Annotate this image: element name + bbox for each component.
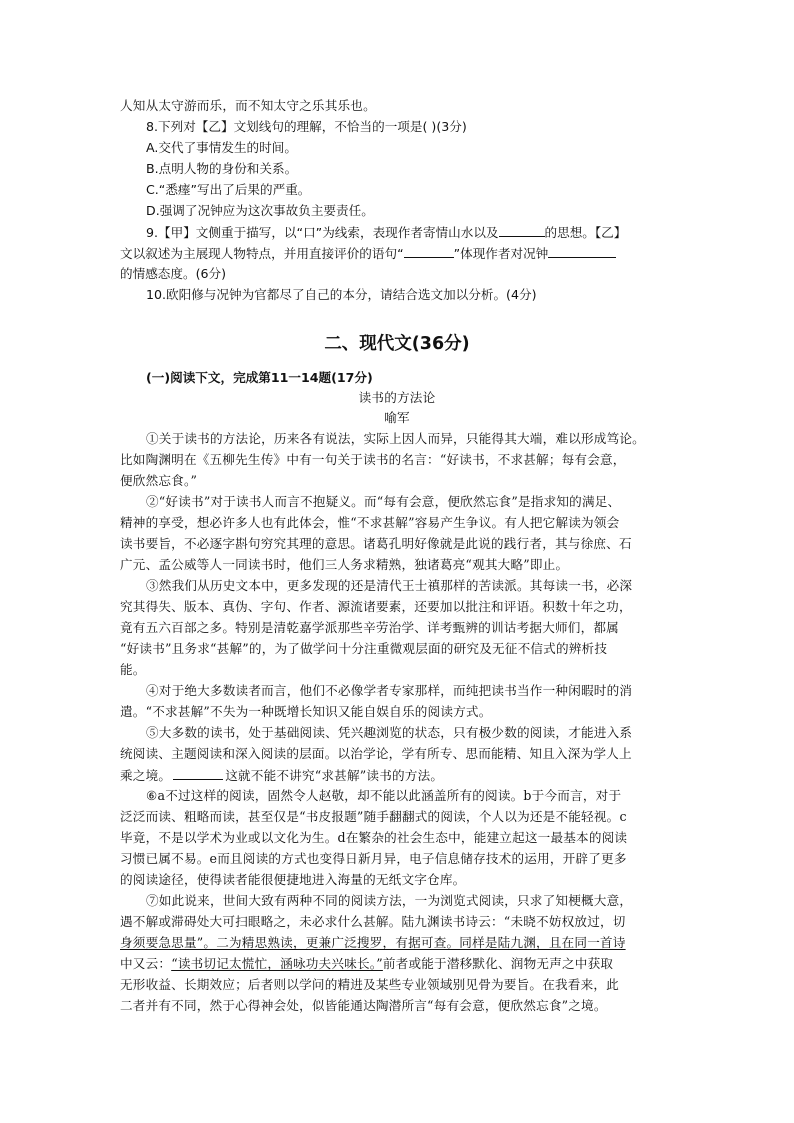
paragraph-3-line: 究其得失、版本、真伪、字句、作者、源流诸要素，还要加以批注和评语。积数十年之功， [120, 599, 632, 614]
paragraph-4-line: ④对于绝大多数读者而言，他们不必像学者专家那样，而纯把读书当作一种闲暇时的消 [146, 683, 633, 698]
answer-blank[interactable] [499, 222, 545, 237]
question-8-option-b: B.点明人物的身份和关系。 [146, 161, 298, 176]
question-9-text: 的思想。【乙】 [544, 225, 627, 240]
paragraph-6-line: ⑥a不过这样的阅读，固然令人赵敬，却不能以此涵盖所有的阅读。b于今而言，对于 [146, 788, 622, 803]
question-9-line-3: 的情感态度。(6分) [120, 266, 226, 281]
paragraph-5-line: ⑤大多数的读书，处于基础阅读、凭兴趣浏览的状态，只有极少数的阅读，才能进入系 [146, 725, 633, 740]
paragraph-7-underlined-line: 身须要急思量”。二为精思熟读，更兼广泛搜罗，有据可查。同样是陆九渊，且在同一首诗 [120, 935, 626, 950]
classical-text-line: 人知从太守游而乐，而不知太守之乐其乐也。 [120, 98, 376, 113]
paragraph-2-line: 精神的享受，想必许多人也有此体会，惟“不求甚解”容易产生争议。有人把它解读为领会 [120, 515, 620, 530]
paragraph-6-line: 毕竟，不是以学术为业或以文化为生。d在繁杂的社会生态中，能建立起这一最基本的阅读 [120, 830, 628, 845]
paragraph-5-text: 乘之境。 [120, 768, 172, 783]
paragraph-7-line [120, 954, 613, 974]
paragraph-7-underlined-quote: “读书切记太慌忙，涵咏功夫兴味长。” [171, 956, 383, 971]
fill-in-blank[interactable] [173, 765, 223, 780]
paragraph-2-line: 广元、孟公威等人一同读书时，他们三人务求精熟，独诸葛亮“观其大略”即止。 [120, 557, 569, 572]
paragraph-3-line: ③然我们从历史文本中，更多发现的还是清代王士禛那样的苦读派。其每读一书，必深 [146, 578, 633, 593]
paragraph-5-text: 这就不能不讲究“求甚解”读书的方法。 [225, 768, 444, 783]
paragraph-7-line: ⑦如此说来，世间大致有两种不同的阅读方法，一为浏览式阅读，只求了知梗概大意， [146, 893, 633, 908]
question-8-option-c: C.“悉瘗”写出了后果的严重。 [146, 182, 311, 197]
paragraph-1-line: 比如陶渊明在《五柳先生传》中有一句关于读书的名言：“好读书，不求甚解；每有会意， [120, 452, 626, 467]
paragraph-6-line: 的阅读途径，使得读者能很便捷地进入海量的无纸文字仓库。 [120, 872, 466, 887]
part-title: (一)阅读下文，完成第11一14题(17分) [146, 370, 373, 385]
paragraph-7-line: 二者并有不同，然于心得神会处，似皆能通达陶潜所言“每有会意，便欣然忘食”之境。 [120, 998, 607, 1013]
paragraph-2-line: 读书要旨，不必逐字斟句穷究其理的意思。诸葛孔明好像就是此说的践行者，其与徐庶、石 [120, 536, 632, 551]
article-title: 读书的方法论 [358, 390, 436, 405]
paragraph-5-line [120, 765, 443, 786]
paragraph-3-line: 竟有五六百部之多。特别是清乾嘉学派那些辛劳治学、详考甄辨的训诂考据大师们，都属 [120, 620, 619, 635]
question-9-line-1 [146, 222, 626, 243]
paragraph-6-line: 泛泛而读、粗略而读，甚至仅是“书皮报题”随手翻翻式的阅读，个人以为还是不能轻视。c [120, 809, 627, 824]
paragraph-6-line: 习惯已属不易。e而且阅读的方式也变得日新月异，电子信息储存技术的运用，开辟了更多 [120, 851, 627, 866]
paragraph-4-line: 遣。“不求甚解”不失为一种既增长知识又能自娱自乐的阅读方式。 [120, 704, 492, 719]
question-8-option-a: A.交代了事情发生的时间。 [146, 140, 297, 155]
question-9-text: ”体现作者对况钟 [453, 246, 549, 261]
paragraph-7-line: 无形收益、长期效应；后者则以学问的精进及某些专业领域别见骨为要旨。在我看来，此 [120, 977, 619, 992]
question-10: 10.欧阳修与况钟为官都尽了自己的本分，请结合选文加以分析。(4分) [146, 287, 537, 302]
question-8-option-d: D.强调了况钟应为这次事故负主要责任。 [146, 203, 374, 218]
paragraph-1-line: ①关于读书的方法论，历来各有说法，实际上因人而异，只能得其大端，难以形成笃论。 [146, 431, 645, 446]
answer-blank[interactable] [404, 243, 454, 258]
question-9-text: 9.【甲】文侧重于描写，以“口”为线索，表现作者寄情山水以及 [146, 225, 499, 240]
article-author: 喻军 [384, 410, 410, 425]
paragraph-1-line: 便欣然忘食。” [120, 473, 198, 488]
paragraph-3-line: 能。 [120, 662, 146, 677]
section-title: 二、现代文(36分) [324, 334, 470, 354]
paragraph-7-text: 中又云： [120, 956, 172, 971]
paragraph-7-text: 前者或能于潜移默化、润物无声之中获取 [382, 956, 614, 971]
paragraph-7-line: 遇不解或滞碍处大可扫眼略之，未必求什么甚解。陆九渊读书诗云：“未晓不妨权放过，切 [120, 914, 626, 929]
paragraph-2-line: ②“好读书”对于读书人而言不抱疑义。而“每有会意，便欣然忘食”是指求知的满足、 [146, 494, 621, 509]
question-9-line-2 [120, 243, 616, 264]
paragraph-3-line: “好读书”且务求“甚解”的，为了做学问十分注重微观层面的研究及无征不信式的辨析技 [120, 641, 608, 656]
answer-blank[interactable] [548, 243, 616, 258]
question-8-stem: 8.下列对【乙】文划线句的理解，不恰当的一项是( )(3分) [146, 119, 467, 134]
question-9-text: 文以叙述为主展现人物特点，并用直接评价的语句“ [120, 246, 404, 261]
paragraph-5-line: 统阅读、主题阅读和深入阅读的层面。以治学论，学有所专、思而能精、知且入深为学人上 [120, 746, 632, 761]
